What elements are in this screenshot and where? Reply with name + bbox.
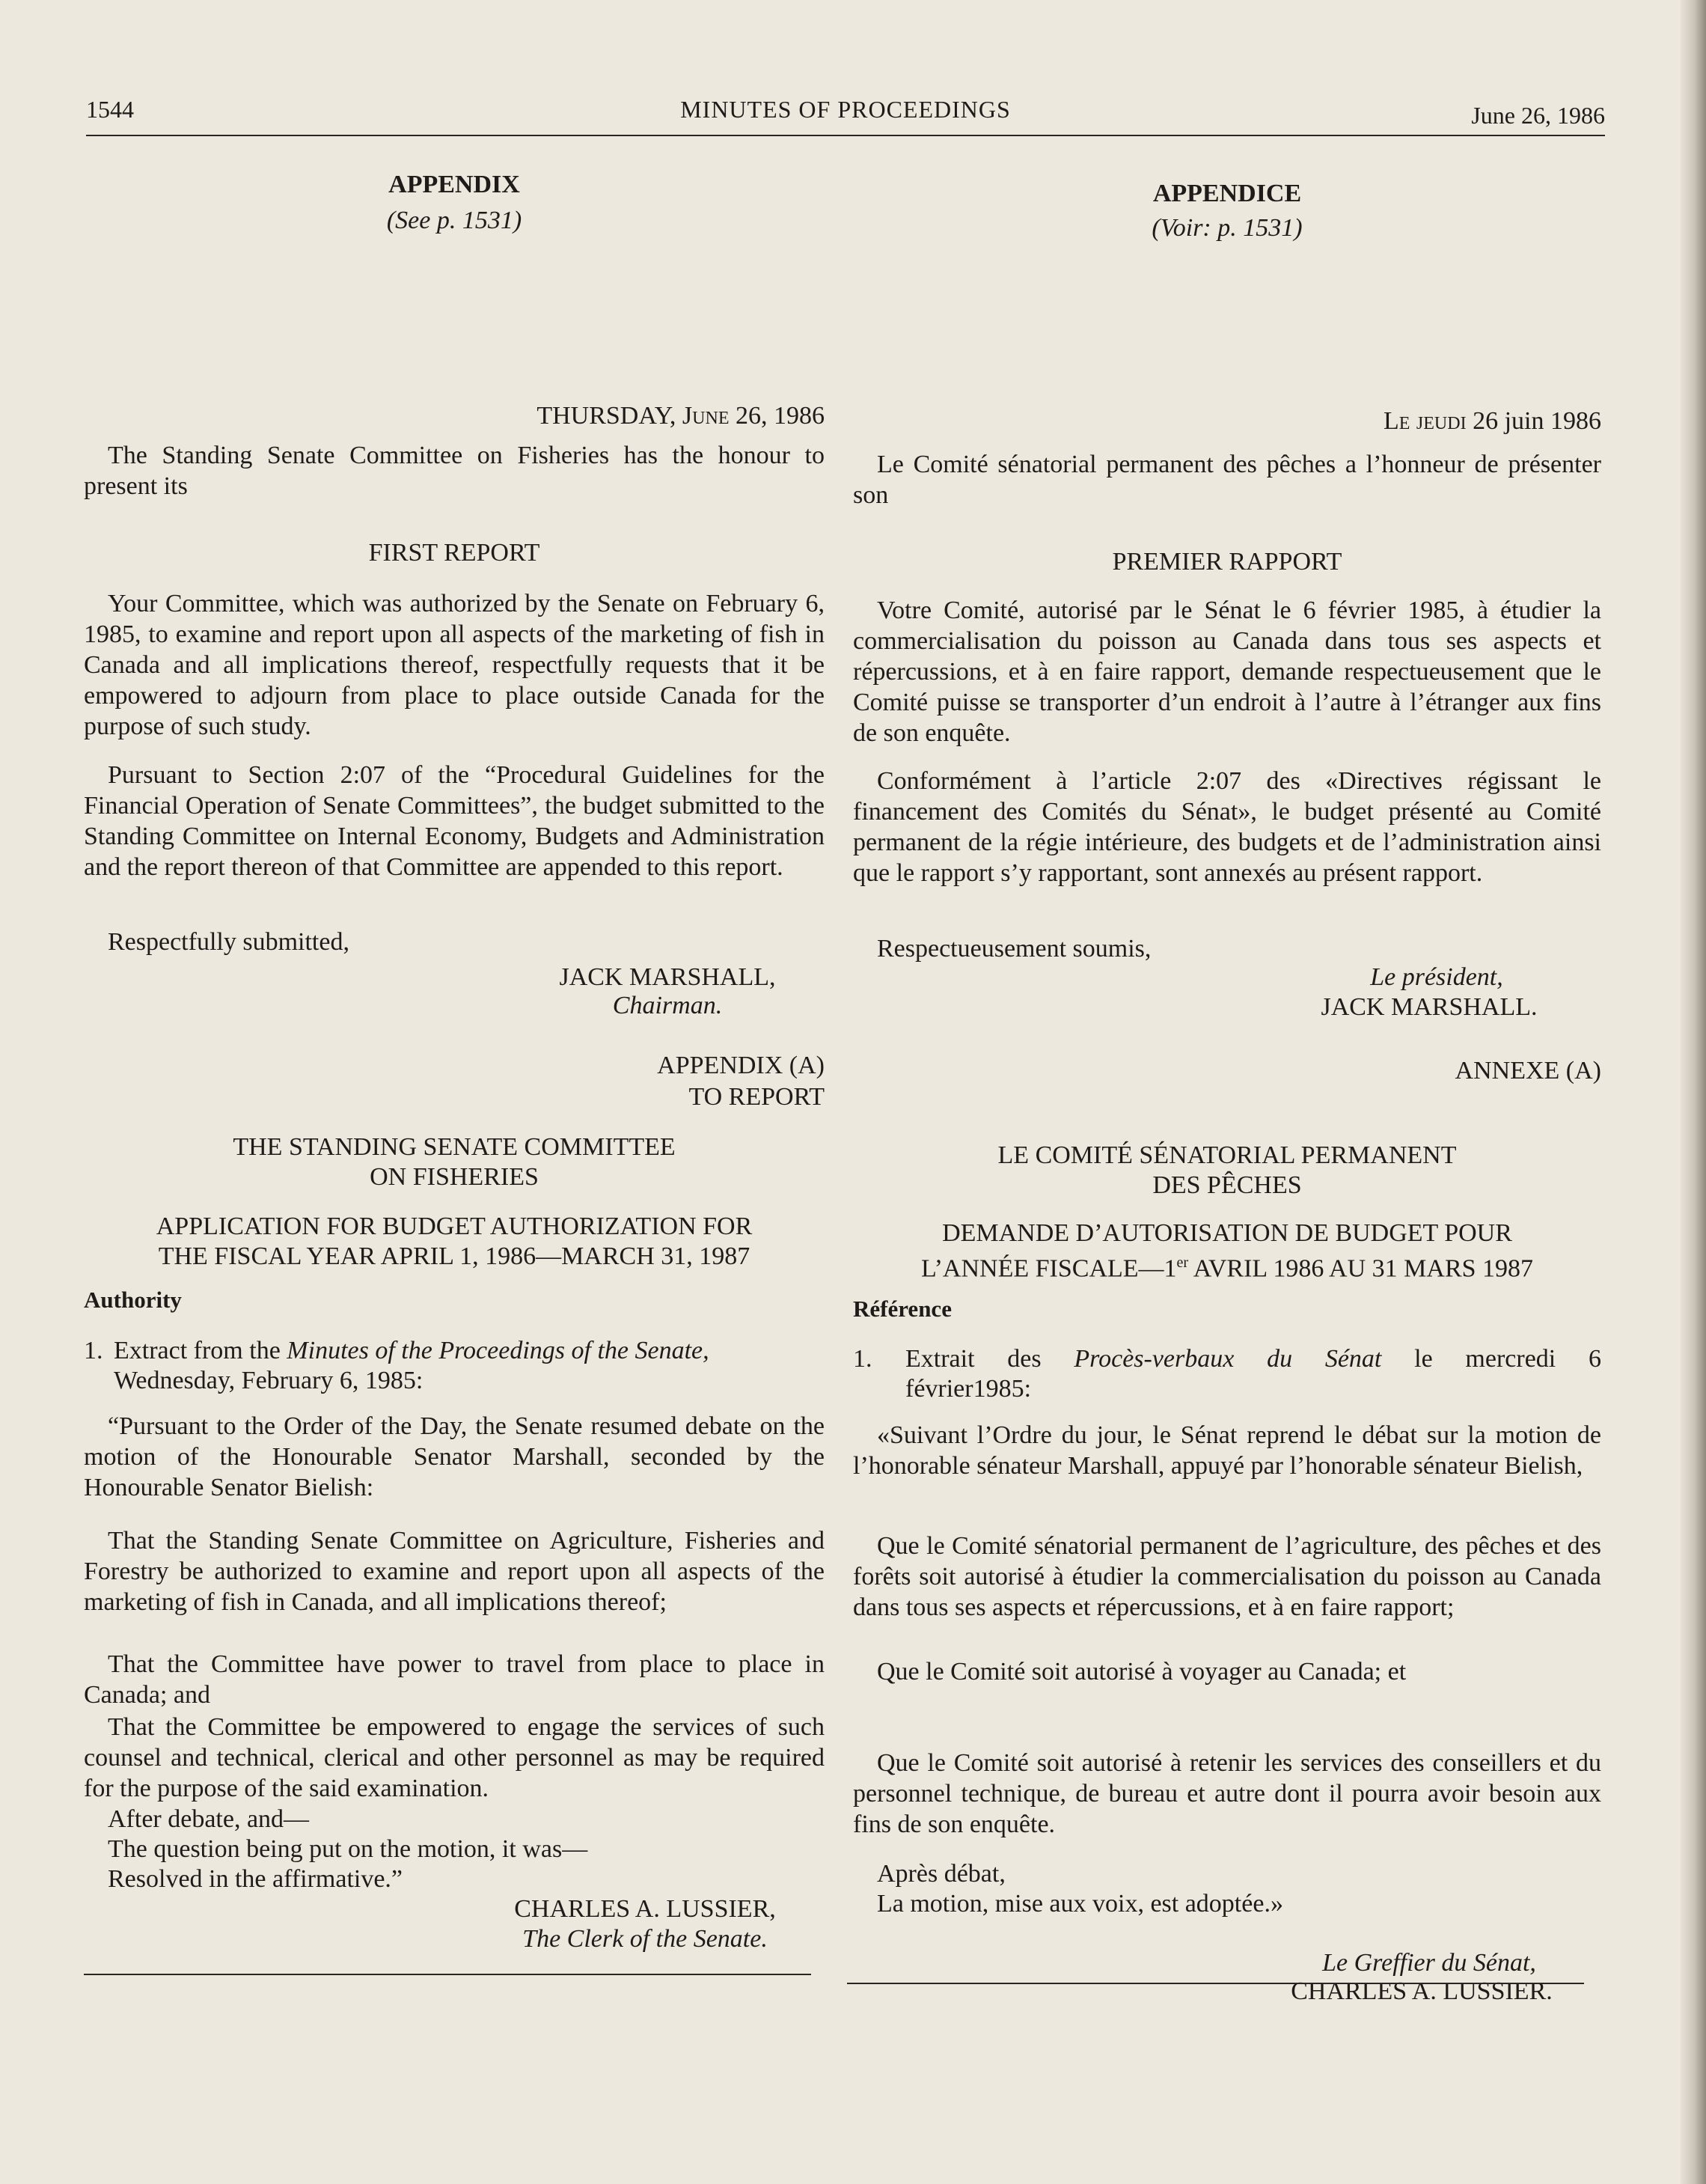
report-date: THURSDAY, June 26, 1986 xyxy=(536,402,825,430)
debate-line-3: Resolved in the affirmative.” xyxy=(108,1865,403,1893)
report-paragraph-1: Your Committee, which was authorized by the Senate on February 6, 1985, to examine and report upon all aspects of the marketing of fish in Canada and all implications thereof, respectfully requests that it be empowered to adjourn from place to place outside Canada for the purpose of such study. xyxy=(84,590,825,740)
committee-line-2: ON FISHERIES xyxy=(370,1163,539,1191)
running-title: MINUTES OF PROCEEDINGS xyxy=(680,96,1011,123)
extract-number: 1. xyxy=(84,1337,103,1364)
appendix-a-line-2: TO REPORT xyxy=(688,1083,825,1111)
extrait-number: 1. xyxy=(853,1345,872,1373)
debat-line-2: La motion, mise aux voix, est adoptée.» xyxy=(877,1890,1283,1918)
right-column-rule xyxy=(847,1983,1584,1984)
committee-line-1: THE STANDING SENATE COMMITTEE xyxy=(233,1133,676,1161)
page-header xyxy=(86,96,1605,136)
extract-line: Extract from the Minutes of the Proceedings of the Senate, xyxy=(114,1337,709,1364)
quote-paragraph-4: That the Committee be empowered to engage the services of such counsel and technical, clerical and other personnel as may be required for the purpose of the said examination. xyxy=(84,1713,825,1802)
citation-paragraph-3: Que le Comité soit autorisé à voyager au Canada; et xyxy=(877,1658,1407,1686)
page-number: 1544 xyxy=(86,96,134,123)
signer-name: JACK MARSHALL, xyxy=(559,963,776,991)
quote-paragraph-2: That the Standing Senate Committee on Agriculture, Fisheries and Forestry be authorized to examine and report upon all aspects of the marketing of fish in Canada, and all implications thereof; xyxy=(84,1527,825,1616)
see-reference: (See p. 1531) xyxy=(386,207,522,234)
report-paragraph-2: Pursuant to Section 2:07 of the “Procedural Guidelines for the Financial Operation of Senate Committees”, the budget submitted to the Standing Committee on Internal Economy, Budgets and Administration and the report thereon of that Committee are appended to this report. xyxy=(84,761,825,881)
application-line-1: APPLICATION FOR BUDGET AUTHORIZATION FOR xyxy=(156,1213,753,1240)
extract-date: Wednesday, February 6, 1985: xyxy=(114,1367,424,1394)
citation-paragraph-1: «Suivant l’Ordre du jour, le Sénat reprend le débat sur la motion de l’honorable sénateur Marshall, appuyé par l’honorable sénateur Bielish, xyxy=(853,1421,1601,1480)
report-intro: The Standing Senate Committee on Fisheries has the honour to present its xyxy=(84,442,825,500)
extrait-line: Extrait des Procès-verbaux du Sénat le mercredi 6 xyxy=(905,1345,1602,1373)
demande-line-2: L’ANNÉE FISCALE—1er AVRIL 1986 AU 31 MARS 1987 xyxy=(920,1254,1534,1283)
signer-role: Chairman. xyxy=(612,992,723,1019)
quote-paragraph-3: That the Committee have power to travel from place to place in Canada; and xyxy=(84,1650,825,1709)
report-title: FIRST REPORT xyxy=(368,539,540,567)
greffier-name: CHARLES A. LUSSIER. xyxy=(1291,1977,1553,2005)
header-date: June 26, 1986 xyxy=(1471,102,1605,129)
clerk-name: CHARLES A. LUSSIER, xyxy=(514,1895,776,1923)
debate-line-1: After debate, and— xyxy=(108,1805,310,1833)
submitted-line: Respectfully submitted, xyxy=(108,928,349,956)
rapport-title: PREMIER RAPPORT xyxy=(1112,548,1342,576)
comite-line-2: DES PÊCHES xyxy=(1152,1171,1302,1199)
demande-line-1: DEMANDE D’AUTORISATION DE BUDGET POUR xyxy=(942,1219,1512,1247)
quote-paragraph-1: “Pursuant to the Order of the Day, the Senate resumed debate on the motion of the Honourable Senator Marshall, seconded by the Honourable Senator Bielish: xyxy=(84,1412,825,1501)
reference-heading: Référence xyxy=(853,1296,952,1322)
appendice-heading: APPENDICE xyxy=(1152,180,1302,207)
rapport-date: Le jeudi 26 juin 1986 xyxy=(1384,407,1601,435)
soumis-line: Respectueusement soumis, xyxy=(877,935,1152,963)
debate-line-2: The question being put on the motion, it was— xyxy=(108,1835,588,1863)
president-name: JACK MARSHALL. xyxy=(1321,993,1538,1021)
appendix-heading: APPENDIX xyxy=(388,171,520,198)
rapport-paragraph-1: Votre Comité, autorisé par le Sénat le 6 février 1985, à étudier la commercialisation du poisson au Canada dans tous ses aspects et répercussions, et à en faire rapport, demande respectueusement que le Comité puisse se transporter d’un endroit à l’autre à l’étranger aux fins de son enquête. xyxy=(853,597,1601,747)
rapport-paragraph-2: Conformément à l’article 2:07 des «Directives régissant le financement des Comités du Sénat», le budget présenté au Comité permanent de la régie intérieure, des budgets et de l’administration ainsi que le rapport s’y rapportant, sont annexés au présent rapport. xyxy=(853,767,1601,887)
debat-line-1: Après débat, xyxy=(877,1860,1006,1888)
appendix-a-line-1: APPENDIX (A) xyxy=(657,1052,825,1079)
president-role: Le président, xyxy=(1370,963,1503,991)
rapport-intro: Le Comité sénatorial permanent des pêches a l’honneur de présenter son xyxy=(853,451,1601,509)
authority-heading: Authority xyxy=(84,1287,182,1313)
page-edge-shadow xyxy=(1681,0,1706,2184)
comite-line-1: LE COMITÉ SÉNATORIAL PERMANENT xyxy=(997,1141,1457,1169)
clerk-role: The Clerk of the Senate. xyxy=(522,1925,768,1953)
voir-reference: (Voir: p. 1531) xyxy=(1152,214,1303,242)
citation-paragraph-4: Que le Comité soit autorisé à retenir les services des conseillers et du personnel technique, de bureau et autre dont il pourra avoir besoin aux fins de son enquête. xyxy=(853,1749,1601,1838)
left-column-rule xyxy=(84,1974,811,1975)
extrait-date: février1985: xyxy=(905,1375,1032,1403)
citation-paragraph-2: Que le Comité sénatorial permanent de l’agriculture, des pêches et des forêts soit autorisé à étudier la commercialisation du poisson au Canada dans tous ses aspects et répercussions, et à en faire rapport; xyxy=(853,1532,1601,1621)
application-line-2: THE FISCAL YEAR APRIL 1, 1986—MARCH 31, 1987 xyxy=(158,1242,750,1270)
annexe-a: ANNEXE (A) xyxy=(1455,1057,1601,1085)
greffier-role: Le Greffier du Sénat, xyxy=(1322,1949,1536,1977)
